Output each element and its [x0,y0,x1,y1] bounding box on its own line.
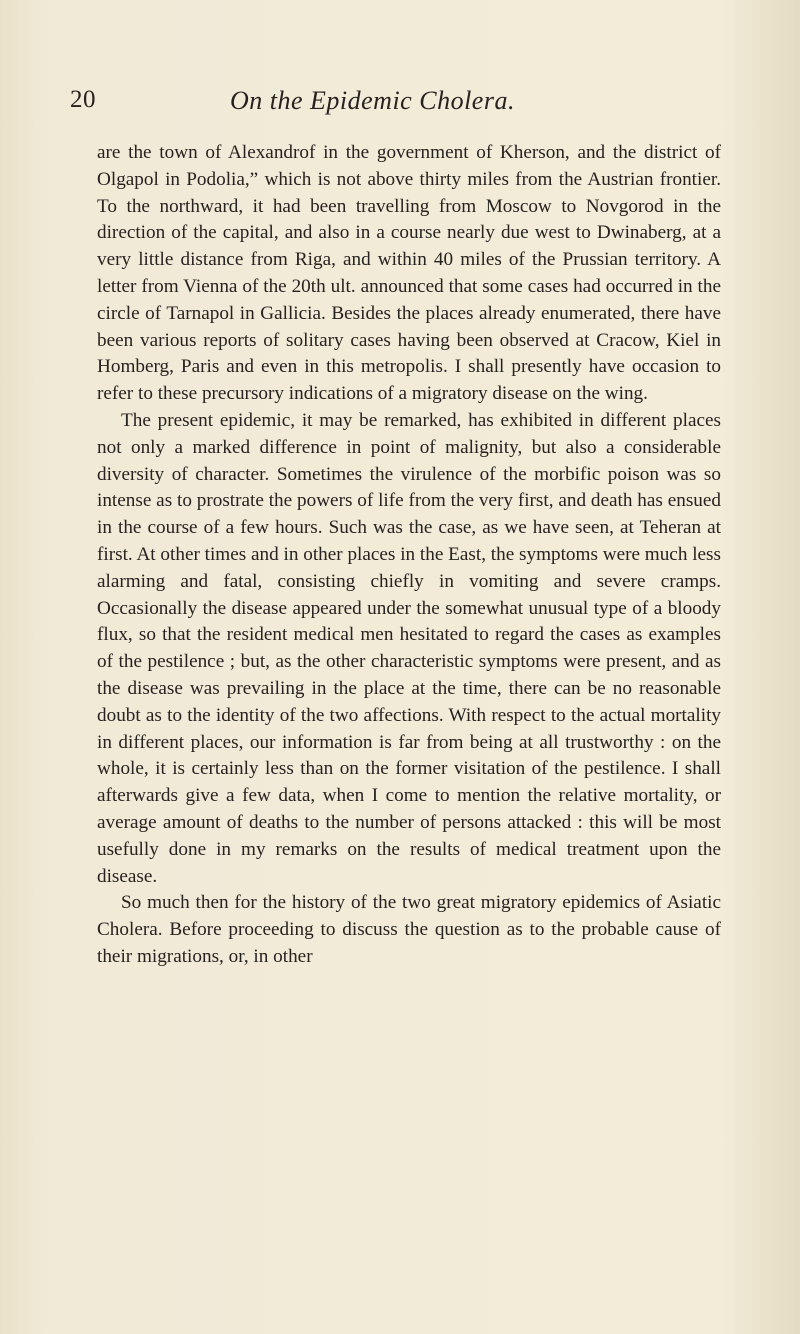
running-title: On the Epidemic Cholera. [230,86,515,115]
page-header [70,86,730,126]
page-number: 20 [70,86,96,113]
paragraph-3: So much then for the history of the two great migratory epidemics of Asiatic Cholera. Before proceeding to discuss the question as to the probable cause of their migrations, or, in other [97,892,721,967]
body-text [97,140,721,971]
paragraph-1: are the town of Alexandrof in the government of Kherson, and the district of Olgapol in Podolia,” which is not above thirty miles from the Austrian frontier. To the northward, it had been travelling from Moscow to Novgorod in the direction of the capital, and also in a course nearly due west to Dwinaberg, at a very little distance from Riga, and within 40 miles of the Prussian territory. A letter from Vienna of the 20th ult. announced that some cases had occurred in the circle of Tarnapol in Gallicia. Besides the places already enumerated, there have been various reports of solitary cases having been observed at Cracow, Kiel in Homberg, Paris and even in this metropolis. I shall presently have occasion to refer to these precursory indications of a migratory disease on the wing. [97,142,721,405]
paragraph-2: The present epidemic, it may be remarked, has exhibited in different places not only a marked difference in point of malignity, but also a considerable diversity of character. Sometimes the virulence of the morbific poison was so intense as to prostrate the powers of life from the very first, and death has ensued in the course of a few hours. Such was the case, as we have seen, at Teheran at first. At other times and in other places in the East, the symptoms were much less alarming and fatal, consisting chiefly in vomiting and severe cramps. Occasionally the disease appeared under the somewhat unusual type of a bloody flux, so that the resident medical men hesitated to regard the cases as examples of the pestilence ; but, as the other characteristic symptoms were present, and as the disease was prevailing in the place at the time, there can be no reasonable doubt as to the identity of the two affections. With respect to the actual mortality in different places, our information is far from being at all trustworthy : on the whole, it is certainly less than on the former visitation of the pestilence. I shall afterwards give a few data, when I come to mention the relative mortality, or average amount of deaths to the number of persons attacked : this will be most usefully done in my remarks on the results of medical treatment upon the disease. [97,409,721,887]
